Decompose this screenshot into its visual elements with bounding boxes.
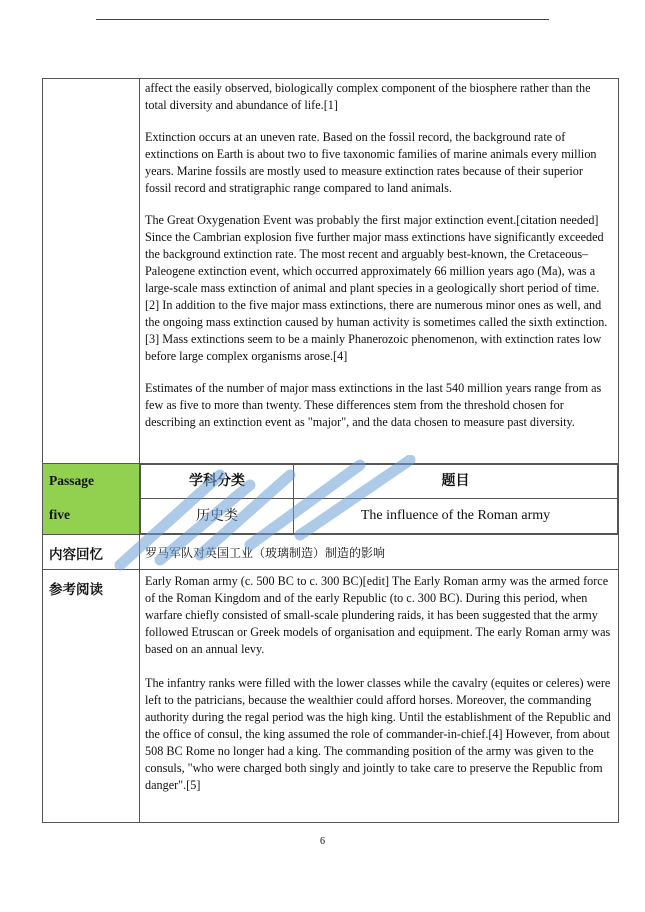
subject-value: 历史类 [141, 499, 294, 534]
passage-info-table [140, 464, 618, 534]
passage-label-cell [43, 464, 140, 535]
reading-row [43, 570, 619, 823]
continued-paragraph: affect the easily observed, biologically complex component of the biosphere rather than the total diversity and abundance of life.[1] [145, 81, 591, 112]
passage-info-cell [140, 464, 619, 535]
continued-row [43, 79, 619, 464]
continued-text-cell [140, 79, 619, 464]
subject-header: 学科分类 [141, 465, 294, 499]
reading-text-cell [140, 570, 619, 823]
continued-paragraph: Estimates of the number of major mass extinctions in the last 540 million years range from as few as five to more than twenty. These differences stem from the threshold chosen for describing an extinction event as "major", and the data chosen to measure past diversity. [145, 381, 602, 429]
recall-text: 罗马军队对英国工业（玻璃制造）制造的影响 [140, 535, 619, 570]
title-header: 题目 [294, 465, 618, 499]
passage-number: five [49, 507, 70, 522]
passage-label: Passage [49, 473, 94, 488]
recall-row [43, 535, 619, 570]
header-rule [96, 19, 549, 20]
reading-paragraph: The infantry ranks were filled with the lower classes while the cavalry (equites or celeres) were left to the patricians, because the wealthier could afford horses. Moreover, the commanding authority during the regal period was the high king. Until the establishment of the Republic and the office of consul, the king assumed the role of commander-in-chief.[4] However, from about 508 BC Rome no longer had a king. The commanding position of the army was given to the consuls, "who were charged both singly and jointly to take care to preserve the Republic from danger".[5] [145, 676, 611, 792]
continued-paragraph: Extinction occurs at an uneven rate. Based on the fossil record, the background rate of extinctions on Earth is about two to five taxonomic families of marine animals every million years. Marine fossils are mostly used to measure extinction rates because of their superior fossil record and stratigraphic range compared to land animals. [145, 130, 597, 195]
reading-paragraph: Early Roman army (c. 500 BC to c. 300 BC)[edit] The Early Roman army was the armed force of the Roman Kingdom and of the early Republic (to c. 300 BC). During this period, when warfare chiefly consisted of small-scale plundering raids, it has been suggested that the army followed Etruscan or Greek models of organisation and equipment. The early Roman army was based on an annual levy. [145, 574, 611, 656]
recall-label: 内容回忆 [43, 535, 140, 570]
page-number: 6 [320, 836, 325, 847]
continued-paragraph: The Great Oxygenation Event was probably the first major extinction event.[citation needed] Since the Cambrian explosion five further major mass extinctions have significantly exceeded the background extinction rate. The most recent and arguably best-known, the Cretaceous–Paleogene extinction event, which occurred approximately 66 million years ago (Ma), was a large-scale mass extinction of animal and plant species in a geologically short period of time.[2] In addition to the five major mass extinctions, there are numerous minor ones as well, and the ongoing mass extinction caused by human activity is sometimes called the sixth extinction.[3] Mass extinctions seem to be a mainly Phanerozoic phenomenon, with extinction rates low before large complex organisms arose.[4] [145, 213, 608, 363]
continued-label-cell [43, 79, 140, 464]
title-value: The influence of the Roman army [294, 499, 618, 534]
passage-header-row [43, 464, 619, 535]
passage-table [42, 78, 619, 823]
reading-label: 参考阅读 [43, 570, 140, 823]
